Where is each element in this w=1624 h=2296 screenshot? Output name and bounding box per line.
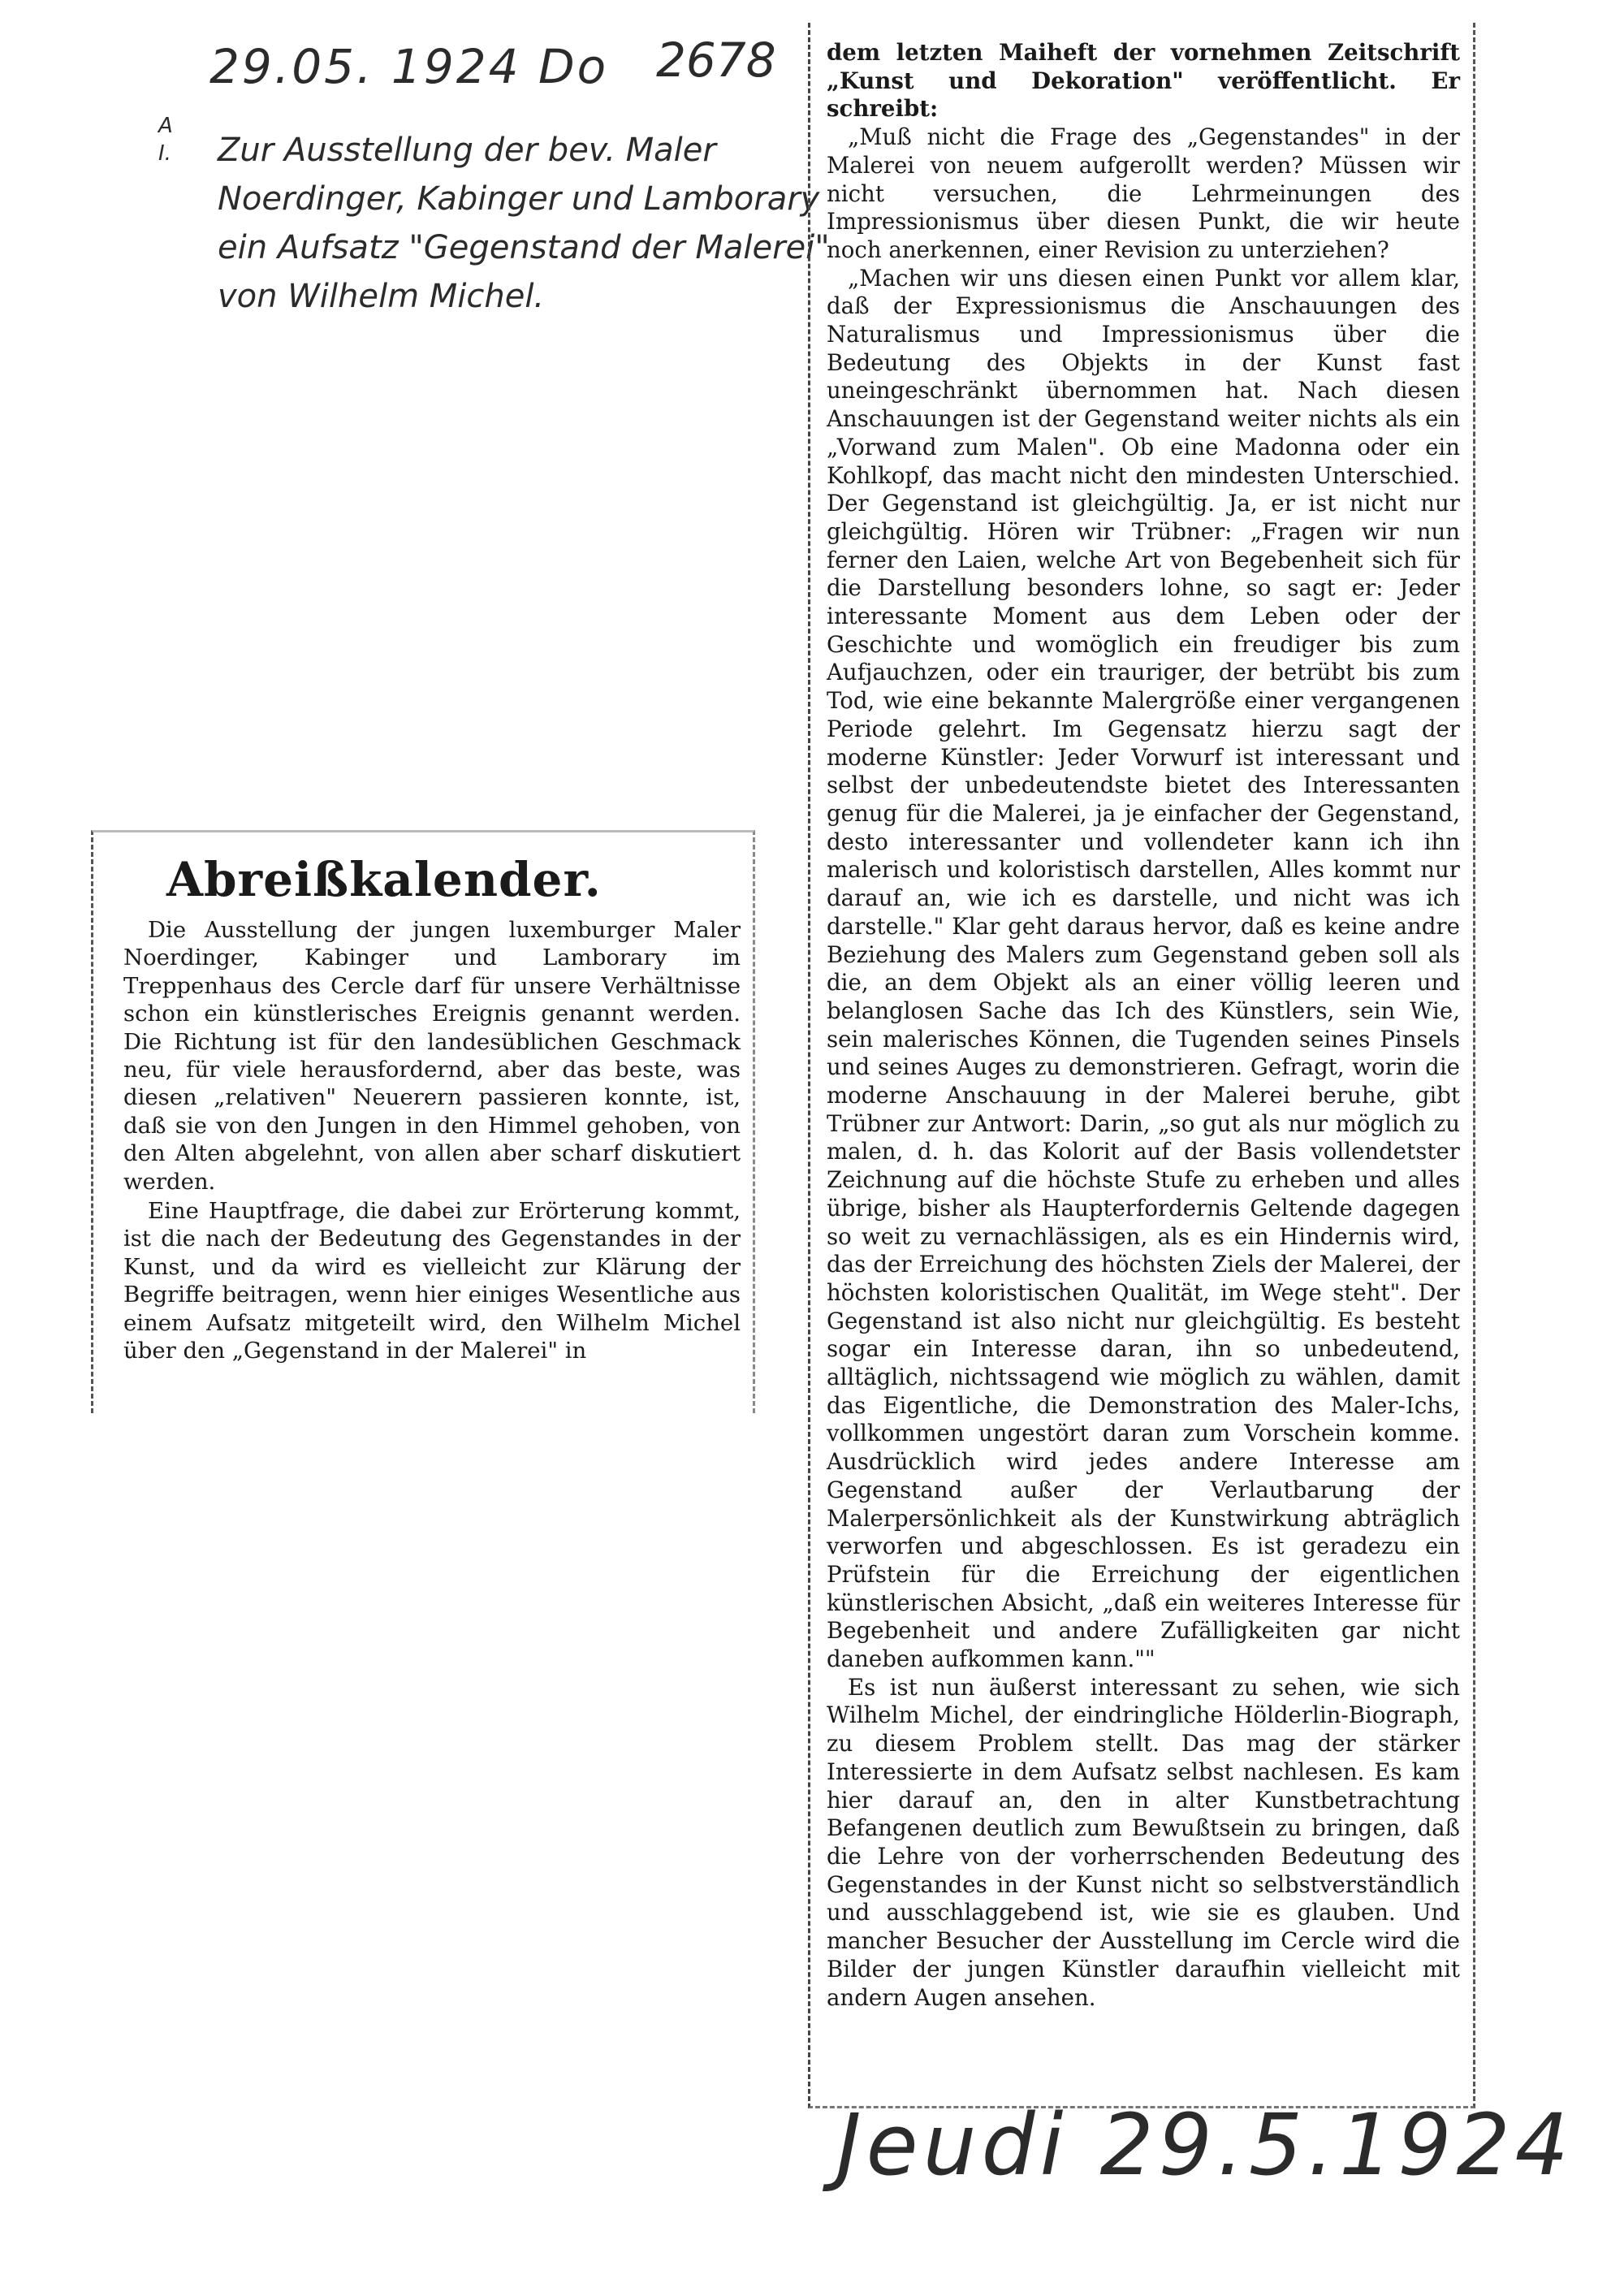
left-clipping-body <box>123 916 741 1365</box>
paragraph: dem letzten Maiheft der vornehmen Zeitschrift „Kunst und Dekoration" veröffentlicht. Er schreibt: <box>827 39 1460 123</box>
note-line: ein Aufsatz "Gegenstand der Malerei" <box>218 229 830 266</box>
note-line: Zur Ausstellung der bev. Maler <box>218 132 716 169</box>
left-clipping-title: Abreißkalender. <box>166 852 602 907</box>
margin-mark: A <box>158 114 173 138</box>
handwritten-date: 29.05. 1924 Do <box>209 39 609 94</box>
paragraph: Es ist nun äußerst interessant zu sehen, wie sich Wilhelm Michel, der eindringliche Hölderlin-Biograph, zu diesem Problem stellt. Das mag der stärker Interessierte in dem Aufsatz selbst nachlesen. Es kam hier darauf an, den in alter Kunstbetrachtung Befangenen deutlich zum Bewußtsein zu bringen, daß die Lehre von der vorherrschenden Bedeutung des Gegenstandes in der Kunst nicht so selbstverständlich und ausschlaggebend ist, wie sie es glauben. Und mancher Besucher der Ausstellung im Cercle wird die Bilder der jungen Künstler daraufhin vielleicht mit andern Augen ansehen. <box>827 1673 1460 2011</box>
note-line: Noerdinger, Kabinger und Lamborary <box>218 180 820 218</box>
handwritten-archive-number: 2678 <box>656 32 776 88</box>
paragraph: „Muß nicht die Frage des „Gegenstandes" in der Malerei von neuem aufgerollt werden? Müssen wir nicht versuchen, die Lehrmeinungen des Impressionismus über diesen Punkt, die wir heute noch anerkennen, einer Revision zu unterziehen? <box>827 123 1460 263</box>
paragraph: Eine Hauptfrage, die dabei zur Erörterung kommt, ist die nach der Bedeutung des Gegenstandes in der Kunst, und da wird es vielleicht zur Klärung der Begriffe beitragen, wenn hier einiges Wesentliche aus einem Aufsatz mitgeteilt wird, den Wilhelm Michel über den „Gegenstand in der Malerei" in <box>123 1198 741 1364</box>
handwritten-margin-marks <box>158 112 173 167</box>
handwritten-bottom-date: Jeudi 29.5.1924 <box>836 2095 1574 2194</box>
paragraph: Die Ausstellung der jungen luxemburger Maler Noerdinger, Kabinger und Lamborary im Treppenhaus des Cercle darf für unsere Verhältnisse schon ein künstlerisches Ereignis genannt werden. Die Richtung ist für den landesüblichen Geschmack neu, für viele herausfordernd, aber das beste, was diesen „relativen" Neuerern passieren konnte, ist, daß sie von den Jungen in den Himmel gehoben, von den Alten abgelehnt, von allen aber scharf diskutiert werden. <box>123 917 741 1195</box>
paragraph: „Machen wir uns diesen einen Punkt vor allem klar, daß der Expressionismus die Anschauungen des Naturalismus und Impressionismus über die Bedeutung des Objekts in der Kunst fast uneingeschränkt übernommen hat. Nach diesen Anschauungen ist der Gegenstand weiter nichts als ein „Vorwand zum Malen". Ob eine Madonna oder ein Kohlkopf, das macht nicht den mindesten Unterschied. Der Gegenstand ist gleichgültig. Ja, er ist nicht nur gleichgültig. Hören wir Trübner: „Fragen wir nun ferner den Laien, welche Art von Begebenheit sich für die Darstellung besonders lohne, so sagt er: Jeder interessante Moment aus dem Leben oder der Geschichte und womöglich ein freudiger bis zum Aufjauchzen, oder ein trauriger, der betrübt bis zum Tod, wie eine bekannte Malergröße einer vergangenen Periode gelehrt. Im Gegensatz hierzu sagt der moderne Künstler: Jeder Vorwurf ist interessant und selbst der unbedeutendste bietet des Interessanten genug für die Malerei, ja je einfacher der Gegenstand, desto interessanter und vollendeter kann ich ihn malerisch und koloristisch darstellen, Alles kommt nur darauf an, wie ich es darstelle, und nicht was ich darstelle." Klar geht daraus hervor, daß es keine andre Beziehung des Malers zum Gegenstand geben soll als die, an dem Objekt als an einer völlig leeren und belanglosen Sache das Ich des Künstlers, sein Wie, sein malerisches Können, die Tugenden seines Pinsels und seines Auges zu demonstrieren. Gefragt, worin die moderne Anschauung in der Malerei beruhe, gibt Trübner zur Antwort: Darin, „so gut als nur möglich zu malen, d. h. das Kolorit auf der Basis vollendetster Zeichnung auf die höchste Stufe zu erheben und alles übrige, bisher als Haupterfordernis Geltende dagegen so weit zu vernachlässigen, als es ein Hindernis wird, das der Erreichung des höchsten Ziels der Malerei, der höchsten koloristischen Qualität, im Wege steht". Der Gegenstand ist also nicht nur gleichgültig. Es besteht sogar ein Interesse daran, ihn so unbedeutend, alltäglich, nichtssagend wie möglich zu wählen, damit das Eigentliche, die Demonstration des Maler-Ichs, vollkommen ungestört daran zum Vorschein komme. Ausdrücklich wird jedes andere Interesse am Gegenstand außer der Verlautbarung der Malerpersönlichkeit als der Kunstwirkung abträglich verworfen und abgeschlossen. Es ist geradezu ein Prüfstein für die Erreichung der eigentlichen künstlerischen Absicht, „daß ein weiteres Interesse für Begebenheit und andere Zufälligkeiten gar nicht daneben aufkommen kann."" <box>827 264 1460 1673</box>
note-line: von Wilhelm Michel. <box>218 278 545 315</box>
handwritten-note <box>218 126 830 321</box>
right-clipping-body <box>827 39 1460 2012</box>
margin-mark: I. <box>158 141 171 166</box>
